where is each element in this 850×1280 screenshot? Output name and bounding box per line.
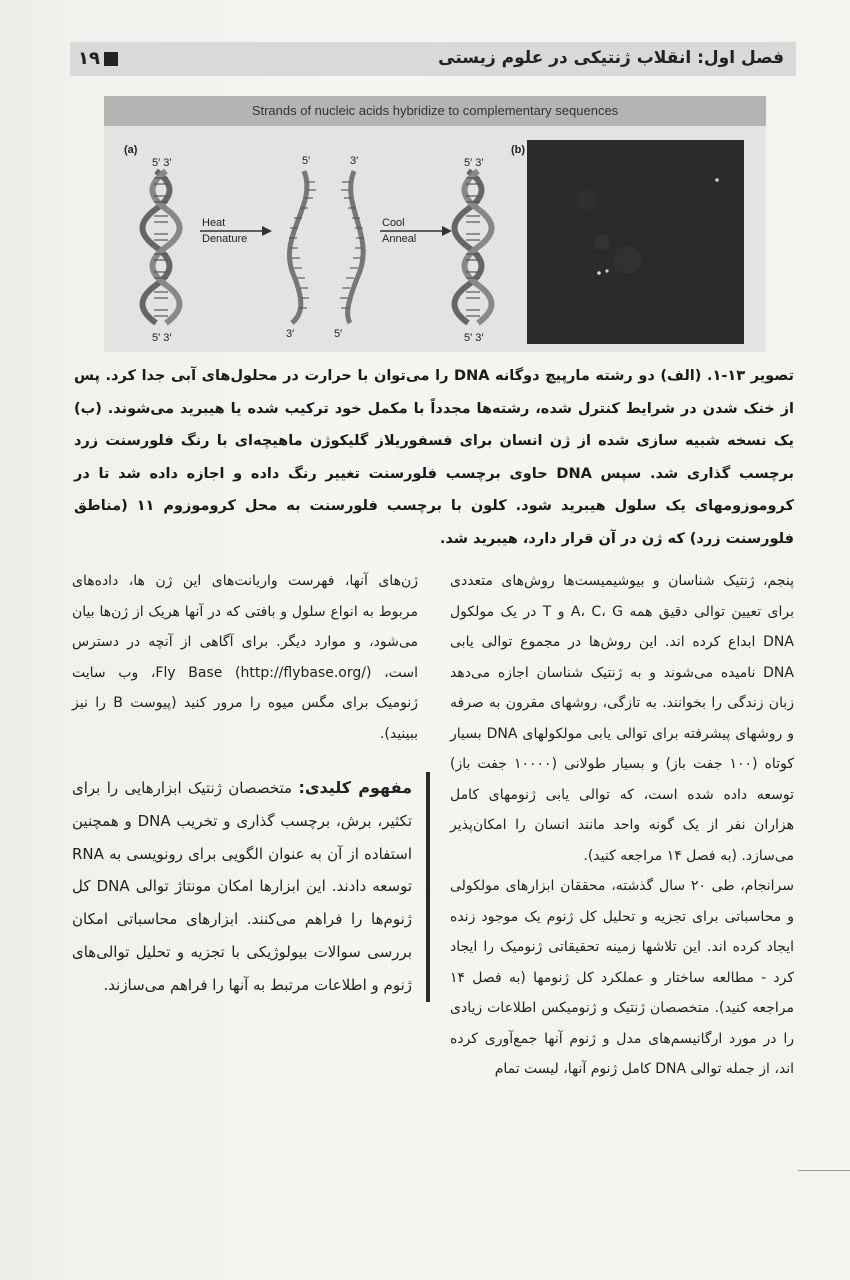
paragraph: پنجم، ژنتیک شناسان و بیوشیمیست‌ها روش‌های متعددی برای تعیین توالی دقیق همه A، C، G و T در یک مولکول DNA ابداع کرده اند. این روش‌ها در مجموع توالی یابی DNA نامیده می‌شوند و به ژنتیک شناسان اجازه می‌دهد زبان زندگی را بخوانند. به تازگی، روشهای مقرون به صرفه و روشهای پیشرفته برای توالی یابی مولکولهای DNA بسیار کوتاه (۱۰۰ جفت باز) و بسیار طولانی (۱۰۰۰۰ جفت باز) توسعه داده شده است، که توالی یابی ژنومهای کامل هزاران نفر از یک گونه واحد مانند انسان را امکان‌پذیر می‌سازد. (به فصل ۱۴ مراجعه کنید). bbox=[450, 573, 795, 864]
panel-b-label: (b) bbox=[511, 144, 526, 156]
right-text-column bbox=[450, 566, 794, 1085]
right-top-ends-label: 5′ 3′ bbox=[464, 157, 484, 169]
header-square-marker bbox=[104, 52, 118, 66]
strand1-top-label: 5′ bbox=[302, 155, 311, 167]
strand2-bottom-label: 5′ bbox=[334, 328, 343, 340]
chapter-title: فصل اول: انقلاب ژنتیکی در علوم زیستی bbox=[438, 48, 784, 68]
figure-hybridization bbox=[104, 96, 766, 352]
right-bottom-ends-label: 5′ 3′ bbox=[464, 332, 484, 344]
heat-label: Heat bbox=[202, 217, 226, 229]
running-header bbox=[70, 42, 796, 76]
key-concept-box bbox=[72, 772, 430, 1002]
separated-strand-right bbox=[340, 171, 364, 323]
left-text-column bbox=[72, 566, 418, 749]
figure-banner: Strands of nucleic acids hybridize to complementary sequences bbox=[104, 96, 766, 126]
key-concept-label: مفهوم کلیدی: bbox=[298, 778, 412, 797]
fluorescence-micrograph bbox=[527, 140, 744, 344]
fluorescent-spot bbox=[597, 271, 601, 275]
left-bottom-ends-label: 5′ 3′ bbox=[152, 332, 172, 344]
key-concept-text: متخصصان ژنتیک ابزارهایی را برای تکثیر، برش، برچسب گذاری و تخریب DNA و همچنین استفاده از آن به عنوان الگویی برای رونویسی به RNA توسعه دادند. این ابزارها امکان مونتاژ توالی DNA کل ژنوم‌ها را فراهم می‌کنند. ابزارهای محاسباتی امکان بررسی سوالات بیولوژیکی با تجزیه و تحلیل توالی‌های ژنوم و اطلاعات مرتبط به آنها را فراهم می‌سازند. bbox=[72, 779, 412, 994]
denature-label: Denature bbox=[202, 233, 248, 245]
anneal-label: Anneal bbox=[382, 233, 417, 245]
paragraph: سرانجام، طی ۲۰ سال گذشته، محققان ابزارهای مولکولی و محاسباتی برای تجزیه و تحلیل کل ژنوم یک موجود زنده ایجاد کرده اند. این تلاشها زمینه تحقیقاتی ژنومیک را ایجاد کرد - مطالعه ساختار و عملکرد کل ژنومها (به فصل ۱۴ مراجعه کنید). متخصصان ژنتیک و ژنومیکس اطلاعات زیادی را در مورد ارگانیسم‌های مدل و ژنوم آنها جمع‌آوری کرده اند، از جمله توالی DNA کامل ژنوم آنها، لیست تمام bbox=[450, 878, 794, 1077]
separated-strand-left bbox=[289, 171, 316, 323]
double-helix-right bbox=[455, 171, 492, 323]
paragraph: ژن‌های آنها، فهرست واریانت‌های این ژن ها، داده‌های مربوط به انواع سلول و بافتی که در آنها هریک از ژن‌ها بیان می‌شود، و موارد دیگر. برای آگاهی از آنچه در دسترس است، Fly Base (http://flybase.org/)، وب سایت ژنومیک برای مگس میوه را مرور کنید (پیوست B را نیز ببینید). bbox=[72, 573, 418, 742]
double-helix-left bbox=[143, 171, 180, 323]
cool-label: Cool bbox=[382, 217, 405, 229]
panel-a-label: (a) bbox=[124, 144, 138, 156]
strand1-bottom-label: 3′ bbox=[286, 328, 295, 340]
fluorescent-spot bbox=[715, 178, 719, 182]
page-number: ۱۹ bbox=[78, 48, 100, 69]
page-edge-rule bbox=[798, 1170, 850, 1171]
fluorescent-spot bbox=[605, 269, 608, 272]
strand2-top-label: 3′ bbox=[350, 155, 359, 167]
figure-caption: تصویر ۱۳-۱. (الف) دو رشته مارپیچ دوگانه DNA را می‌توان با حرارت در محلول‌های آبی جدا کرد. پس از خنک شدن در شرایط کنترل شده، رشته‌ها مجدداً با مکمل خود ترکیب شده یا هیبرید می‌شوند. (ب) یک نسخه شبیه سازی شده از ژن انسان برای فسفوریلاز گلیکوژن ماهیچه‌ای با رنگ فلورسنت زرد برچسب گذاری شد. سپس DNA حاوی برچسب فلورسنت تغییر رنگ داده و اجازه داده شد تا در کروموزومهای یک سلول هیبرید شود. کلون با برچسب فلورسنت به محل کروموزوم ۱۱ (مناطق فلورسنت زرد) که ژن در آن قرار دارد، هیبرید شد. bbox=[74, 368, 794, 547]
left-top-ends-label: 5′ 3′ bbox=[152, 157, 172, 169]
